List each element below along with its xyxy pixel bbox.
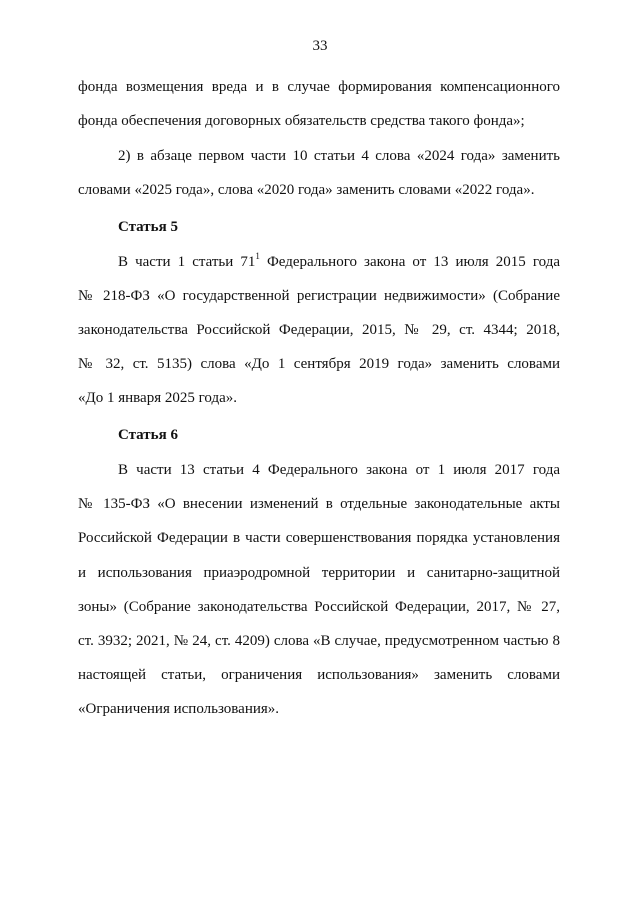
text-line: зоны» (Собрание законодательства Российской Федерации, 2017, № 27,	[78, 599, 560, 615]
text-line: Российской Федерации в части совершенствования порядка установления	[78, 530, 560, 546]
text-line: 2) в абзаце первом части 10 статьи 4 слова «2024 года» заменить	[118, 148, 560, 164]
text-line: «До 1 января 2025 года».	[78, 390, 237, 406]
text-line: настоящей статьи, ограничения использования» заменить словами	[78, 667, 560, 683]
text-line: ст. 3932; 2021, № 24, ст. 4209) слова «В случае, предусмотренном частью 8	[78, 633, 560, 649]
superscript: 1	[255, 251, 260, 261]
text-line: № 32, ст. 5135) слова «До 1 сентября 2019 года» заменить словами	[78, 356, 560, 372]
text-line: законодательства Российской Федерации, 2015, № 29, ст. 4344; 2018,	[78, 322, 560, 338]
text-line: словами «2025 года», слова «2020 года» заменить словами «2022 года».	[78, 182, 535, 198]
text-line: В части 13 статьи 4 Федерального закона от 1 июля 2017 года	[118, 462, 560, 478]
text-line	[118, 253, 560, 271]
page-number: 33	[312, 38, 328, 54]
text-line: фонда обеспечения договорных обязательств средства такого фонда»;	[78, 113, 525, 129]
text-span: В части 1 статьи 71	[118, 254, 256, 270]
text-line: и использования приаэродромной территории и санитарно-защитной	[78, 565, 560, 581]
article-5-heading: Статья 5	[118, 219, 178, 235]
article-6-heading: Статья 6	[118, 427, 178, 443]
text-span: Федерального закона от 13 июля 2015 года	[259, 254, 560, 270]
text-line: «Ограничения использования».	[78, 701, 280, 717]
text-line: № 218-ФЗ «О государственной регистрации недвижимости» (Собрание	[78, 288, 560, 304]
text-line: фонда возмещения вреда и в случае формирования компенсационного	[78, 79, 560, 95]
text-line: № 135-ФЗ «О внесении изменений в отдельные законодательные акты	[78, 496, 560, 512]
